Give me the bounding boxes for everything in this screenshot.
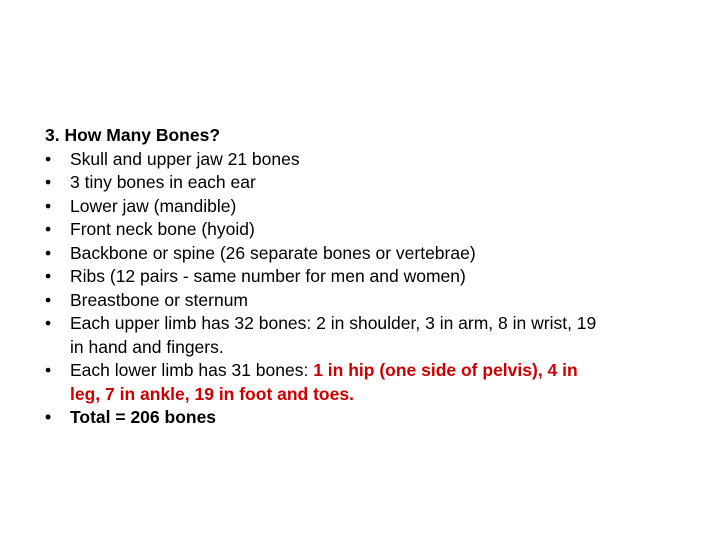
bullet-icon: • xyxy=(45,172,52,192)
bullet-icon: • xyxy=(45,289,52,310)
list-item xyxy=(45,171,695,195)
bullet-icon: • xyxy=(45,195,52,216)
list-item-text-line: Each upper limb has 32 bones: 2 in shoulder, 3 in arm, 8 in wrist, 19 xyxy=(70,313,597,333)
total-text: Total = 206 bones xyxy=(70,407,217,427)
list-item-text: Front neck bone (hyoid) xyxy=(70,219,255,239)
bullet-icon: • xyxy=(45,148,52,169)
bullet-icon: • xyxy=(45,242,52,263)
list-item xyxy=(45,359,695,406)
bullet-icon: • xyxy=(45,313,52,333)
list-item xyxy=(45,218,695,242)
slide-content xyxy=(45,124,695,430)
list-item xyxy=(45,195,695,219)
highlighted-text: 1 in hip (one side of pelvis), 4 in xyxy=(313,360,578,380)
list-item-text: Backbone or spine (26 separate bones or vertebrae) xyxy=(70,242,476,263)
list-item xyxy=(45,148,695,172)
list-item xyxy=(45,312,695,359)
list-item-total xyxy=(45,406,695,430)
bullet-icon: • xyxy=(45,360,52,380)
slide-heading: 3. How Many Bones? xyxy=(45,125,221,145)
list-item-text: Lower jaw (mandible) xyxy=(70,195,237,216)
bullet-list xyxy=(45,148,695,430)
highlighted-text: leg, 7 in ankle, 19 in foot and toes. xyxy=(70,383,354,404)
bullet-icon: • xyxy=(45,219,52,239)
list-item-text: Breastbone or sternum xyxy=(70,289,249,310)
list-item-text: Each lower limb has 31 bones: xyxy=(70,360,314,380)
list-item-text-line xyxy=(70,359,695,383)
list-item-text-line: in hand and fingers. xyxy=(70,336,224,357)
list-item xyxy=(45,242,695,266)
list-item-text: 3 tiny bones in each ear xyxy=(70,172,256,192)
list-item xyxy=(45,289,695,313)
list-item xyxy=(45,265,695,289)
list-item-text: Ribs (12 pairs - same number for men and women) xyxy=(70,266,466,286)
bullet-icon: • xyxy=(45,266,52,286)
bullet-icon: • xyxy=(45,407,52,427)
list-item-text: Skull and upper jaw 21 bones xyxy=(70,148,300,169)
